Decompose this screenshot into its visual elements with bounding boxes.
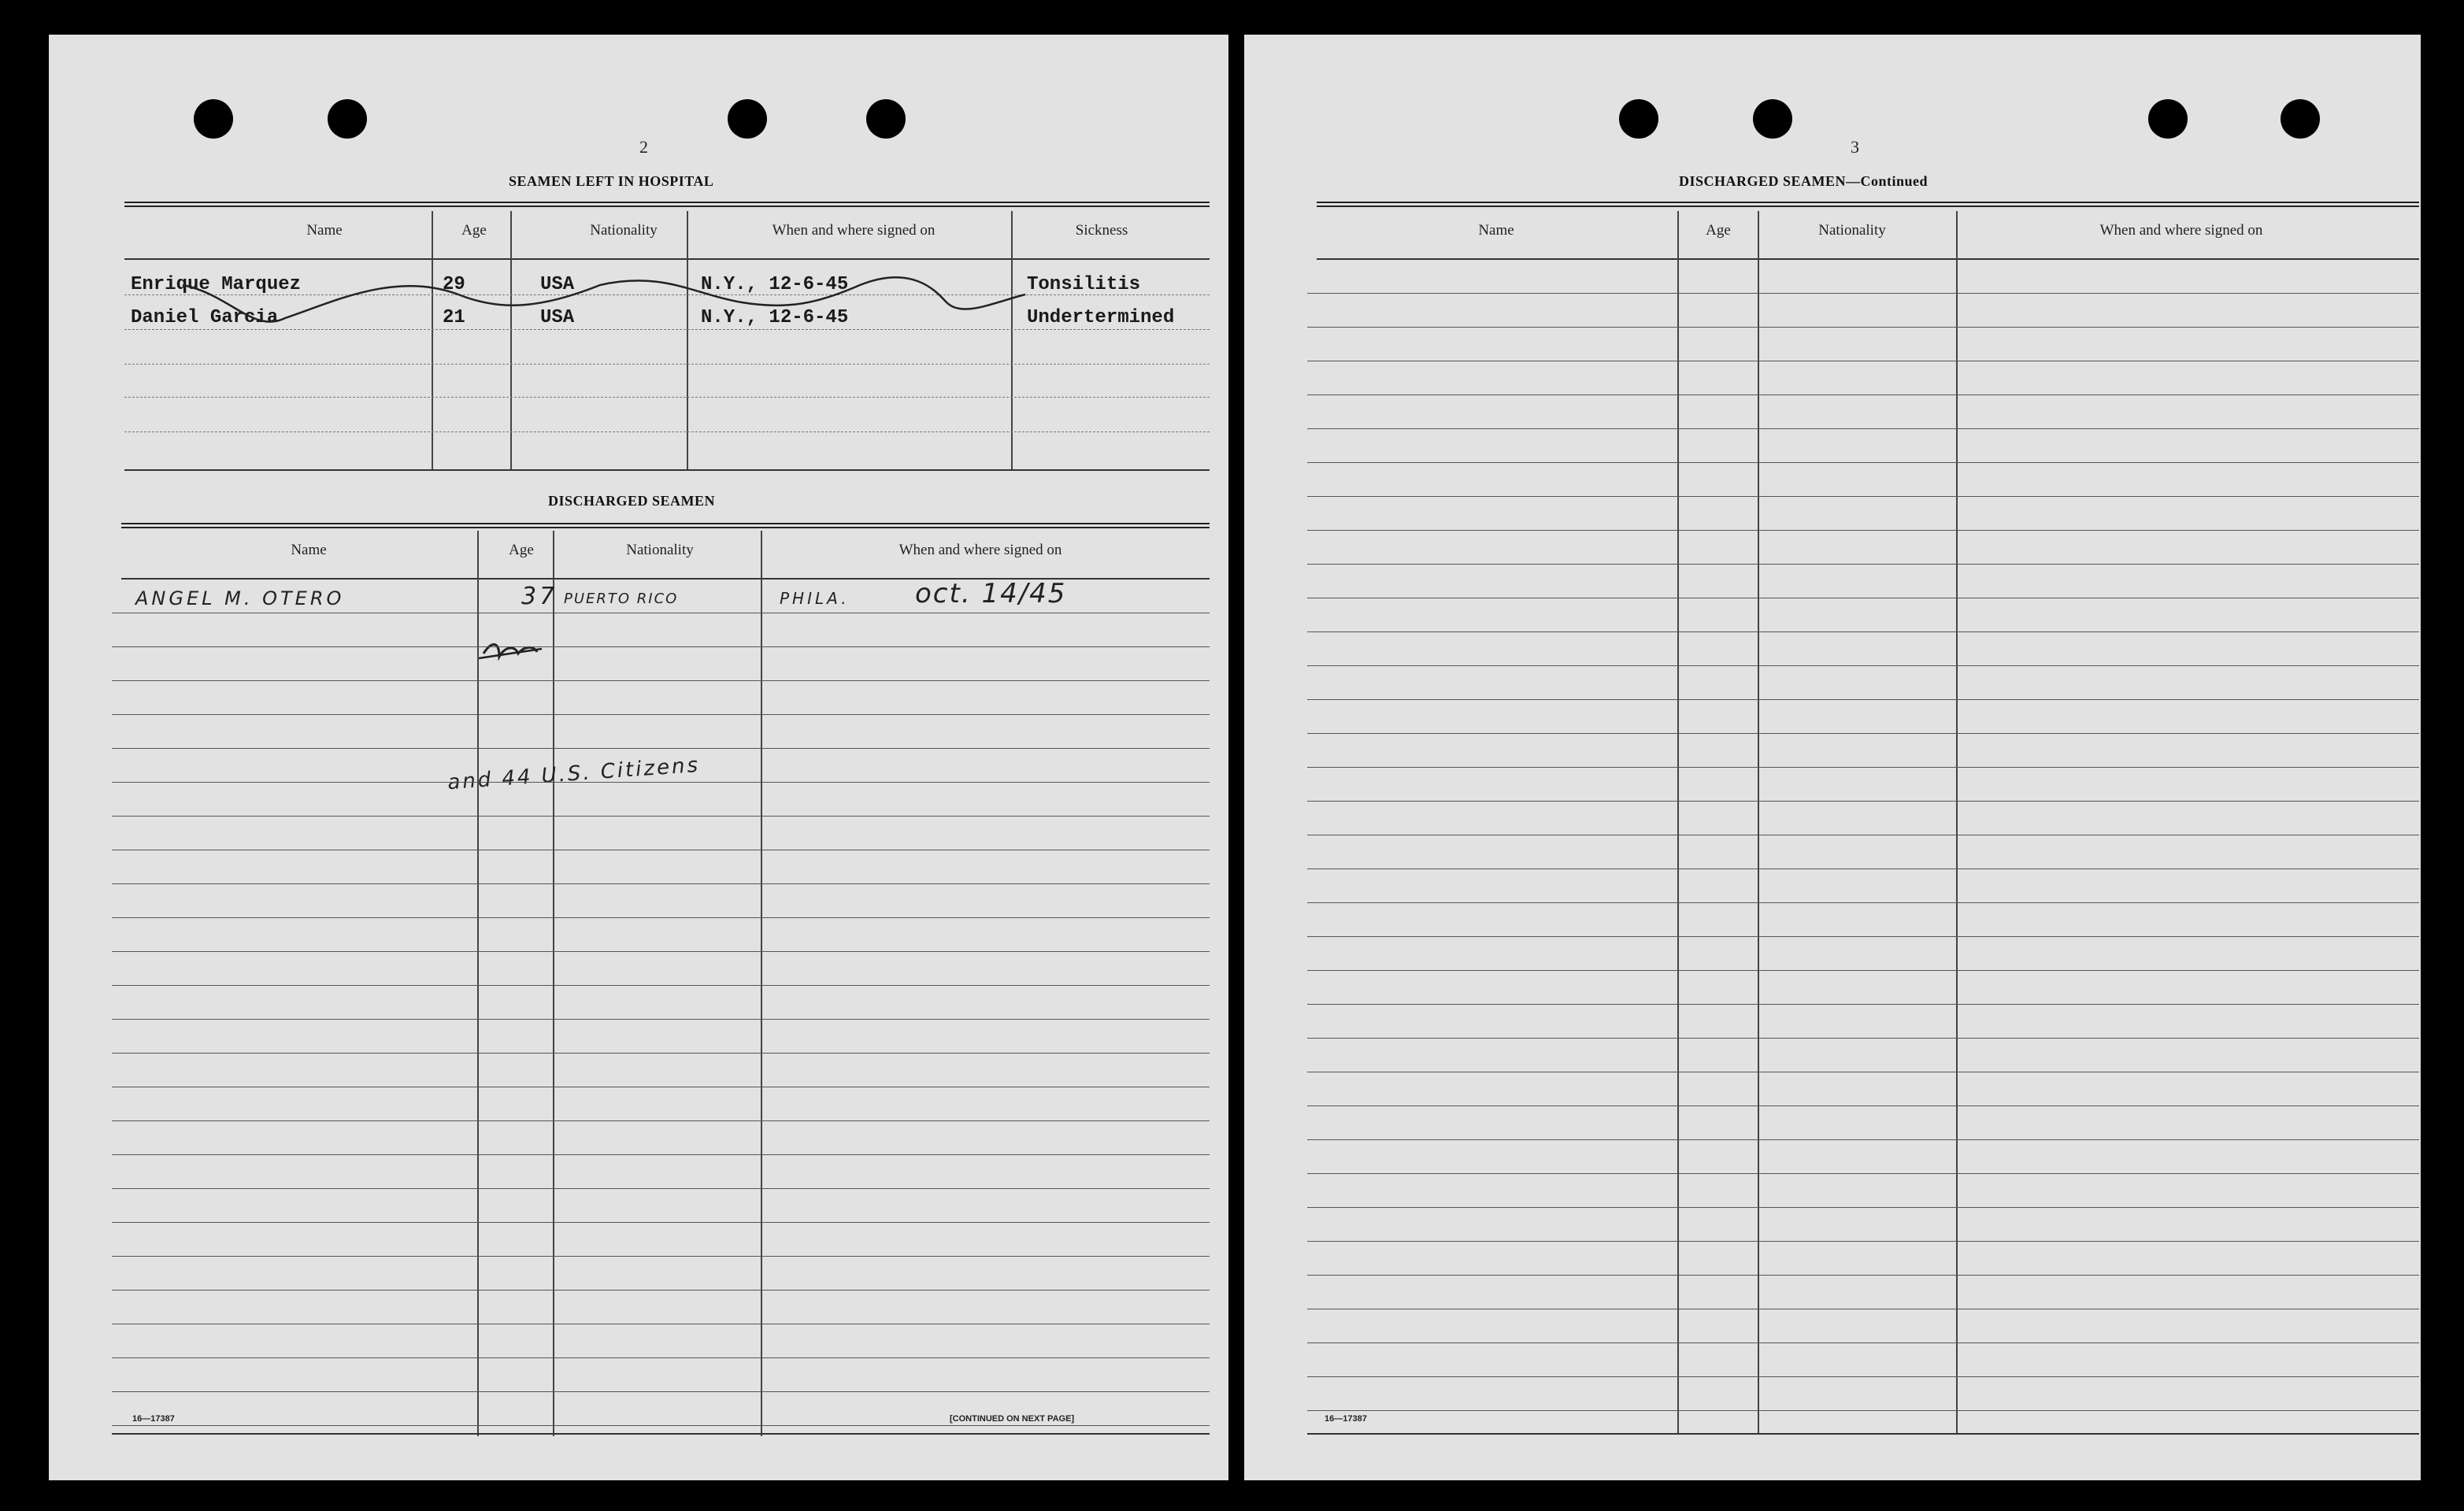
col-header-name: Name [1478,222,1514,239]
hospital-row-nationality: USA [540,307,575,328]
col-header-nationality: Nationality [626,542,694,558]
right-page [1244,35,2421,1480]
ruled-line [1307,1038,2419,1039]
ruled-line [1307,394,2419,395]
hospital-row-signed-on: N.Y., 12-6-45 [701,307,849,328]
crossed-out-scribble [49,35,1228,1480]
discharged-row-nationality: PUERTO RICO [564,591,679,607]
ruled-line [1307,1241,2419,1242]
table-bottom-rule [1307,1433,2419,1435]
ruled-line [112,1120,1210,1121]
hospital-row-sickness: Tonsilitis [1027,274,1141,295]
discharged-row-age: 37 [521,583,558,610]
ruled-line [112,714,1210,715]
punch-hole [2281,99,2320,139]
ruled-line [1307,665,2419,666]
ruled-line [112,1425,1210,1426]
ruled-line [1307,1342,2419,1343]
form-number: 16—17387 [1325,1414,1367,1424]
handwritten-note: and 44 U.S. Citizens [446,753,701,795]
ruled-line [112,816,1210,817]
ruled-line [1307,1410,2419,1411]
ruled-line [1307,293,2419,294]
col-header-age: Age [509,542,534,558]
col-header-signed-on: When and where signed on [2099,222,2263,239]
ruled-line [1307,428,2419,429]
ruled-line [112,1222,1210,1223]
ruled-line [1307,1139,2419,1140]
ruled-line [1307,699,2419,700]
ruled-line [1307,564,2419,565]
form-number: 16—17387 [132,1414,175,1424]
page-number: 2 [639,137,648,157]
ruled-line [1307,327,2419,328]
ruled-line [1307,767,2419,768]
ruled-line [112,1357,1210,1358]
col-header-signed-on: When and where signed on [772,222,936,239]
ruled-line [112,1053,1210,1054]
col-header-nationality: Nationality [1818,222,1886,239]
ruled-line [1307,1173,2419,1174]
punch-hole [1619,99,1658,139]
ruled-line [1307,801,2419,802]
ruled-line [112,748,1210,749]
continued-note: [CONTINUED ON NEXT PAGE] [950,1414,1075,1424]
continued-section-title: DISCHARGED SEAMEN—Continued [1679,173,1929,189]
hospital-row-signed-on: N.Y., 12-6-45 [701,274,849,295]
discharged-section-title: DISCHARGED SEAMEN [548,493,716,509]
ruled-line [112,1019,1210,1020]
col-header-signed-on: When and where signed on [899,542,1062,558]
ruled-line [112,1391,1210,1392]
ruled-line [1307,496,2419,497]
hospital-row-sickness: Undertermined [1027,307,1175,328]
ruled-line [112,985,1210,986]
ruled-line [1307,1207,2419,1208]
ruled-line [112,951,1210,952]
ruled-line [112,883,1210,884]
ruled-line [112,680,1210,681]
ruled-line [112,1256,1210,1257]
hospital-row-age: 21 [443,307,465,328]
ruled-line [1307,1376,2419,1377]
col-header-age: Age [1706,222,1731,239]
ruled-line [1307,970,2419,971]
ruled-line [1307,902,2419,903]
ruled-line [1307,530,2419,531]
punch-hole [2148,99,2188,139]
col-header-age: Age [461,222,487,239]
hospital-row-name: Enrique Marquez [131,274,302,295]
ruled-line [112,1154,1210,1155]
table-bottom-rule [112,1433,1210,1435]
ruled-line [112,1290,1210,1291]
ruled-line [1307,1275,2419,1276]
ruled-line [1307,868,2419,869]
ruled-line [112,782,1210,783]
ruled-line [1307,631,2419,632]
ruled-line [112,1188,1210,1189]
ruled-line [1307,1105,2419,1106]
page-number: 3 [1851,137,1859,157]
discharged-row-signed-place: PHILA. [780,589,850,608]
ruled-line [112,917,1210,918]
section-rule [1317,202,2419,207]
discharged-row-signed-date: oct. 14/45 [915,578,1067,609]
ruled-line [112,646,1210,647]
hospital-section-title: SEAMEN LEFT IN HOSPITAL [509,173,714,189]
punch-hole [1753,99,1792,139]
col-header-name: Name [291,542,327,558]
ruled-line [1307,936,2419,937]
ruled-line [1307,462,2419,463]
hospital-row-nationality: USA [540,274,575,295]
ruled-line [1307,1004,2419,1005]
col-header-nationality: Nationality [590,222,658,239]
hospital-row-age: 29 [443,274,465,295]
ruled-line [1307,733,2419,734]
col-header-name: Name [306,222,343,239]
hospital-row-name: Daniel Garcia [131,307,279,328]
left-page [49,35,1228,1480]
col-header-sickness: Sickness [1075,222,1128,239]
header-rule [1317,258,2419,260]
discharged-row-name: ANGEL M. OTERO [135,587,345,609]
